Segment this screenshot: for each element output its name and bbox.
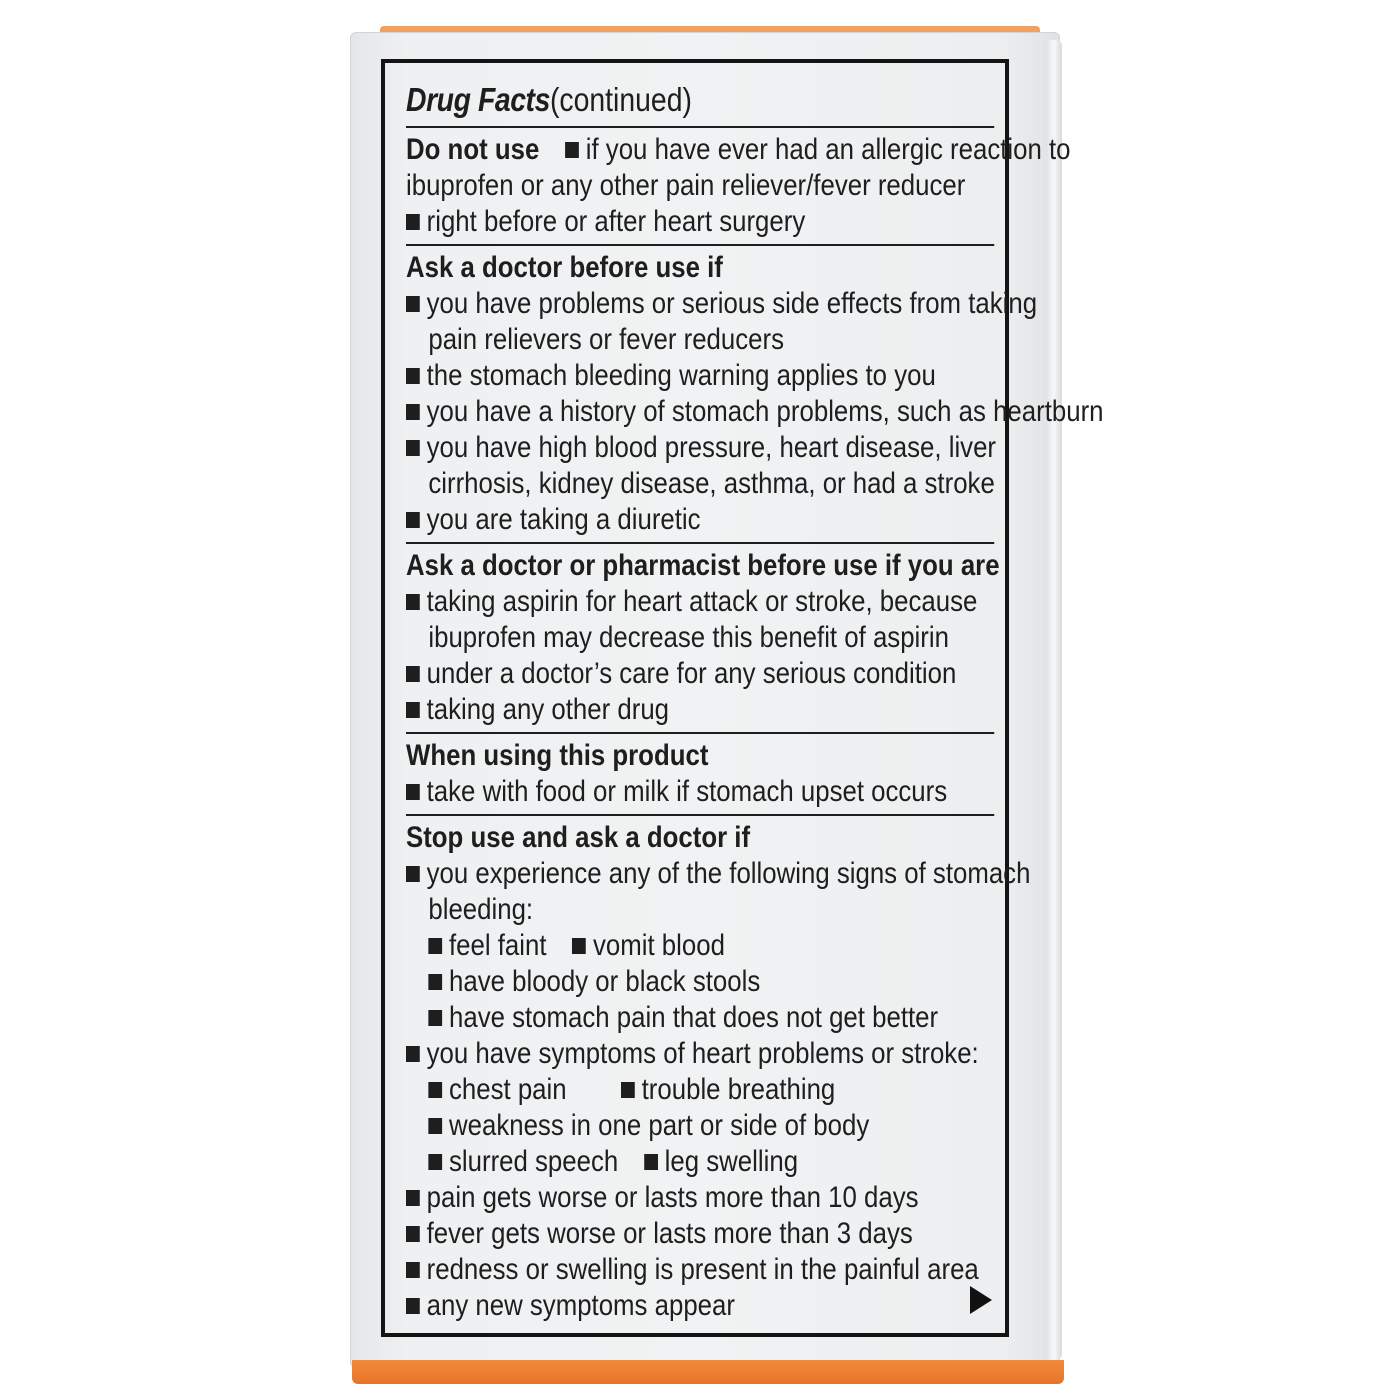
stop-use-item1 [406,856,1031,892]
bullet-square-icon [406,214,420,230]
box-bottom-edge [352,1360,1064,1384]
bullet-square-icon [406,666,420,682]
divider [406,732,994,734]
continue-arrow-icon [970,1286,992,1314]
ask-pharmacist-heading: Ask a doctor or pharmacist before use if you are [406,549,1000,582]
ask-doctor-item4-cont: cirrhosis, kidney disease, asthma, or had a stroke [428,467,995,500]
item-text: you are taking a diuretic [426,503,701,536]
item-text: slurred speech [449,1145,619,1178]
bullet-square-icon [644,1154,658,1170]
stop-use-sub-row6 [406,1144,994,1180]
bullet-square-icon [406,512,420,528]
ask-doctor-heading: Ask a doctor before use if [406,251,723,284]
stop-use-item1-cont: bleeding: [428,893,534,926]
divider [406,126,994,128]
bullet-square-icon [428,1118,442,1134]
bullet-square-icon [406,1046,420,1062]
bullet-square-icon [428,938,442,954]
bullet-square-icon [428,1082,442,1098]
ask-doctor-item2 [406,358,994,394]
title-bold: Drug Facts [406,81,550,118]
when-using-item1 [406,774,994,810]
bullet-square-icon [428,1154,442,1170]
item-text: taking aspirin for heart attack or stroke, because [426,585,978,618]
bullet-square-icon [621,1082,635,1098]
bullet-square-icon [572,938,586,954]
bullet-square-icon [406,440,420,456]
item-text: right before or after heart surgery [426,205,806,238]
do-not-use-item1b: ibuprofen or any other pain reliever/fever reducer [406,169,966,202]
do-not-use-item2 [406,204,994,240]
bullet-square-icon [406,404,420,420]
package-side-edge [1046,40,1062,1360]
stop-use-sub-row3 [406,1000,994,1036]
item-text: you have symptoms of heart problems or stroke: [426,1037,979,1070]
ask-pharmacist-item1-cont: ibuprofen may decrease this benefit of aspirin [428,621,949,654]
item-text: chest pain [449,1073,567,1106]
do-not-use-line1 [406,132,1071,168]
divider [406,542,994,544]
stop-use-sub-row4 [406,1072,994,1108]
ask-doctor-item1-cont: pain relievers or fever reducers [428,323,784,356]
do-not-use-item1a: if you have ever had an allergic reaction to [585,133,1071,166]
item-text: you have problems or serious side effects from taking [426,287,1038,320]
bullet-square-icon [406,866,420,882]
stop-use-sub-row5 [406,1108,994,1144]
item-text: under a doctor’s care for any serious condition [426,657,957,690]
ask-doctor-item5 [406,502,994,538]
bullet-square-icon [406,594,420,610]
item-text: you experience any of the following signs of stomach [426,857,1031,890]
do-not-use-heading: Do not use [406,133,540,166]
stop-use-item4 [406,1216,994,1252]
drug-facts-content [406,80,1104,1324]
item-text: you have a history of stomach problems, such as heartburn [426,395,1104,428]
stop-use-item2 [406,1036,994,1072]
stop-use-heading: Stop use and ask a doctor if [406,821,751,854]
item-text: trouble breathing [641,1073,836,1106]
bullet-square-icon [406,1226,420,1242]
item-text: have stomach pain that does not get better [449,1001,939,1034]
bullet-square-icon [406,1298,420,1314]
item-text: vomit blood [592,929,725,962]
drug-facts-title [406,80,994,124]
stop-use-sub-row1 [406,928,994,964]
bullet-square-icon [565,142,579,158]
item-text: any new symptoms appear [426,1289,735,1322]
item-text: you have high blood pressure, heart disease, liver [426,431,997,464]
divider [406,814,994,816]
bullet-square-icon [406,368,420,384]
ask-doctor-item1 [406,286,1038,322]
divider [406,244,994,246]
item-text: feel faint [449,929,547,962]
title-continued: (continued) [549,81,692,118]
item-text: redness or swelling is present in the painful area [426,1253,979,1286]
bullet-square-icon [406,1190,420,1206]
item-text: taking any other drug [426,693,670,726]
stop-use-item5 [406,1252,994,1288]
item-text: pain gets worse or lasts more than 10 days [426,1181,919,1214]
stop-use-sub-row2 [406,964,994,1000]
stop-use-item6 [406,1288,994,1324]
bullet-square-icon [406,784,420,800]
ask-pharmacist-item2 [406,656,994,692]
stop-use-item3 [406,1180,994,1216]
item-text: take with food or milk if stomach upset occurs [426,775,948,808]
bullet-square-icon [406,296,420,312]
item-text: leg swelling [664,1145,799,1178]
item-text: have bloody or black stools [449,965,761,998]
ask-pharmacist-item3 [406,692,994,728]
ask-pharmacist-item1 [406,584,994,620]
ask-doctor-item3 [406,394,1104,430]
item-text: fever gets worse or lasts more than 3 days [426,1217,913,1250]
when-using-heading: When using this product [406,739,709,772]
ask-doctor-item4 [406,430,997,466]
bullet-square-icon [406,702,420,718]
bullet-square-icon [428,974,442,990]
bullet-square-icon [428,1010,442,1026]
item-text: weakness in one part or side of body [449,1109,870,1142]
bullet-square-icon [406,1262,420,1278]
item-text: the stomach bleeding warning applies to you [426,359,936,392]
